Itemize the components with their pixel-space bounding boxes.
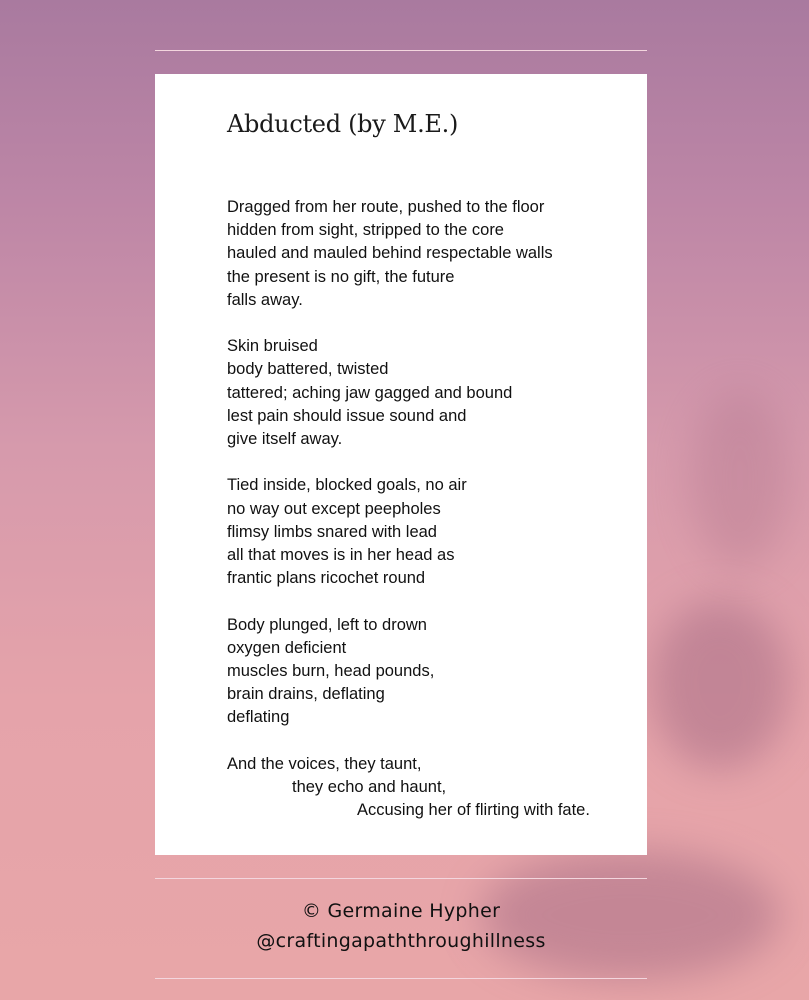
poem-line: Tied inside, blocked goals, no air (227, 476, 467, 495)
poem-line: deflating (227, 708, 290, 727)
middle-divider (155, 878, 647, 879)
poem-line: lest pain should issue sound and (227, 406, 467, 425)
poem-line: flimsy limbs snared with lead (227, 522, 437, 541)
poem-line: brain drains, deflating (227, 685, 385, 704)
poem-line: hauled and mauled behind respectable walls (227, 244, 553, 263)
poem-line: all that moves is in her head as (227, 546, 455, 565)
poem-line: they echo and haunt, (292, 778, 447, 797)
top-divider (155, 50, 647, 51)
poem-card (155, 74, 647, 855)
poem-stanza (227, 614, 590, 730)
poem-line: Skin bruised (227, 337, 318, 356)
poem-line: oxygen deficient (227, 638, 347, 657)
author-credit: © Germaine Hypher (301, 900, 501, 922)
background-cloud (650, 600, 790, 770)
poem-body (227, 196, 590, 846)
bottom-divider (155, 978, 647, 979)
poem-line: Accusing her of flirting with fate. (357, 801, 590, 820)
poem-line: Body plunged, left to drown (227, 615, 427, 634)
poem-stanza (227, 196, 590, 312)
poem-line: hidden from sight, stripped to the core (227, 221, 504, 240)
author-handle: @craftingapaththroughillness (256, 930, 546, 952)
background-cloud (690, 390, 790, 570)
poem-stanza (227, 474, 590, 590)
poem-stanza (227, 753, 590, 823)
poem-line: tattered; aching jaw gagged and bound (227, 383, 513, 402)
poem-line: frantic plans ricochet round (227, 569, 426, 588)
poem-title: Abducted (by M.E.) (227, 110, 459, 138)
poem-line: falls away. (227, 290, 303, 309)
poem-stanza (227, 335, 590, 451)
poem-line: And the voices, they taunt, (227, 754, 422, 773)
poem-line: no way out except peepholes (227, 499, 441, 518)
poem-line: the present is no gift, the future (227, 267, 455, 286)
poem-line: body battered, twisted (227, 360, 389, 379)
poem-line: Dragged from her route, pushed to the floor (227, 198, 545, 216)
poem-line: muscles burn, head pounds, (227, 662, 435, 681)
poem-line: give itself away. (227, 430, 343, 449)
